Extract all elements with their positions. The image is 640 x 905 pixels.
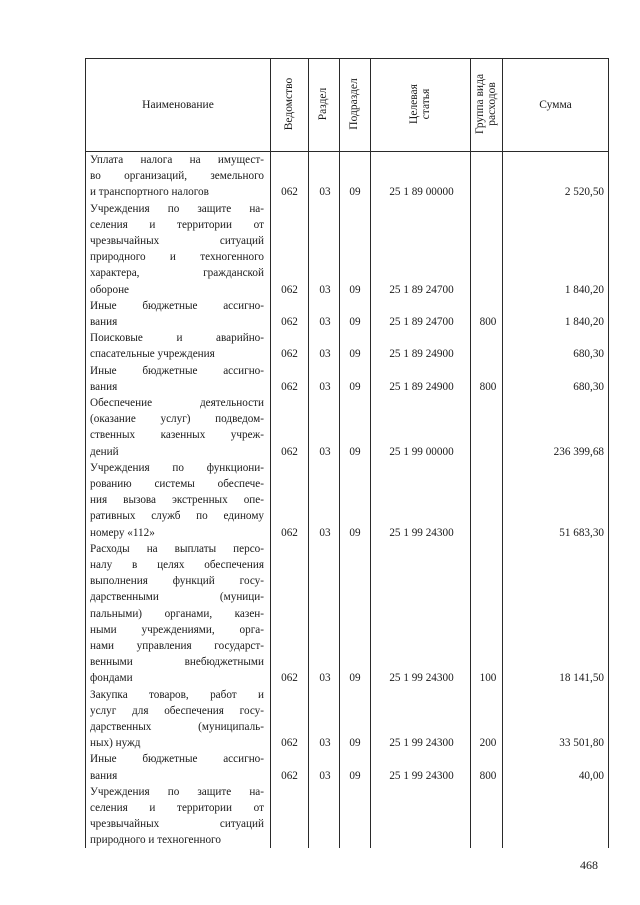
row-name-line: ния вызова экстренных опе- [90, 494, 264, 507]
row-podrazdel: 09 [349, 348, 361, 361]
row-name-line: ственных казенных учреж- [90, 429, 264, 442]
row-summa: 18 141,50 [559, 672, 604, 685]
row-name-line: чрезвычайных ситуаций [90, 818, 264, 831]
row-name-line: Иные бюджетные ассигно- [90, 364, 264, 377]
row-razdel: 03 [319, 186, 331, 199]
row-podrazdel: 09 [349, 737, 361, 750]
row-celevaya-statya: 25 1 99 24300 [389, 526, 454, 539]
row-name [90, 363, 264, 395]
row-name-line: Иные бюджетные ассигно- [90, 753, 264, 766]
row-name-line: Учреждения по функциони- [90, 461, 264, 474]
row-name [90, 201, 264, 298]
row-podrazdel: 09 [349, 283, 361, 296]
row-name-line: Уплата налога на имущест- [90, 154, 264, 166]
row-gruppa: 200 [479, 737, 497, 750]
row-name-line: Расходы на выплаты персо- [90, 542, 264, 555]
row-podrazdel: 09 [349, 380, 361, 393]
row-summa: 51 683,30 [559, 526, 604, 539]
row-podrazdel: 09 [349, 769, 361, 782]
row-name-line: вания [90, 316, 118, 328]
row-name [90, 395, 264, 460]
row-razdel: 03 [319, 445, 331, 458]
row-name-line: чрезвычайных ситуаций [90, 235, 264, 247]
row-razdel: 03 [319, 737, 331, 750]
header-razdel: Раздел [317, 87, 329, 121]
row-celevaya-statya: 25 1 89 24700 [389, 316, 454, 328]
row-name-line: фондами [90, 672, 133, 685]
row-name-line: во организаций, земельного [90, 170, 264, 183]
row-podrazdel: 09 [349, 445, 361, 458]
row-name [90, 751, 264, 783]
row-vedomstvo: 062 [281, 526, 298, 539]
row-podrazdel: 09 [349, 316, 361, 328]
header-celevaya-statya: Целевая статья [408, 84, 432, 124]
col-divider-ved [308, 58, 309, 848]
row-name-line: вания [90, 769, 118, 782]
row-gruppa: 100 [479, 672, 497, 685]
row-name [90, 460, 264, 541]
row-summa: 680,30 [573, 348, 604, 361]
row-name-line: селения и территории от [90, 802, 264, 814]
header-vedomstvo: Ведомство [283, 77, 295, 131]
row-name-line: (оказание услуг) подведом- [90, 413, 264, 426]
row-name-line: венными внебюджетными [90, 656, 264, 669]
row-name-line: номеру «112» [90, 526, 155, 539]
row-podrazdel: 09 [349, 672, 361, 685]
row-name-line: пальными) органами, казен- [90, 607, 264, 620]
row-razdel: 03 [319, 380, 331, 393]
table-right-border [608, 58, 609, 848]
row-name-line: Обеспечение деятельности [90, 397, 264, 409]
row-vedomstvo: 062 [281, 186, 298, 199]
row-summa: 236 399,68 [553, 445, 604, 458]
row-vedomstvo: 062 [281, 769, 298, 782]
row-razdel: 03 [319, 526, 331, 539]
row-name [90, 541, 264, 687]
row-summa: 1 840,20 [564, 283, 604, 296]
row-summa: 2 520,50 [564, 186, 604, 199]
row-name-line: дарственных (муниципаль- [90, 721, 264, 733]
row-name-line: характера, гражданской [90, 267, 264, 280]
row-name [90, 687, 264, 752]
row-gruppa: 800 [479, 769, 497, 782]
row-celevaya-statya: 25 1 99 00000 [389, 445, 454, 458]
row-celevaya-statya: 25 1 99 24300 [389, 737, 454, 750]
row-celevaya-statya: 25 1 89 24900 [389, 380, 454, 393]
row-name-line: Поисковые и аварийно- [90, 332, 264, 345]
table-left-border [85, 58, 86, 848]
row-name-line: ративных служб по единому [90, 510, 264, 523]
row-celevaya-statya: 25 1 89 24900 [389, 348, 454, 361]
row-name-line: спасательные учреждения [90, 348, 215, 361]
row-vedomstvo: 062 [281, 445, 298, 458]
row-celevaya-statya: 25 1 89 24700 [389, 283, 454, 296]
row-name-line: дений [90, 445, 119, 458]
page-number: 468 [580, 858, 598, 872]
row-name-line: Учреждения по защите на- [90, 785, 264, 798]
row-razdel: 03 [319, 672, 331, 685]
row-vedomstvo: 062 [281, 380, 298, 393]
row-name-line: нами управления государст- [90, 640, 264, 653]
row-name-line: вания [90, 380, 118, 393]
row-razdel: 03 [319, 316, 331, 328]
table-top-border [85, 58, 609, 59]
row-name-line: ных) нужд [90, 737, 141, 750]
row-name-line: и транспортного налогов [90, 186, 209, 199]
row-name-line: услуг для обеспечения госу- [90, 704, 264, 717]
header-summa: Сумма [539, 99, 572, 111]
row-name-line: обороне [90, 283, 130, 296]
row-vedomstvo: 062 [281, 283, 298, 296]
header-gruppa-vida-rashodov: Группа вида расходов [474, 73, 498, 135]
row-name-line: Учреждения по защите на- [90, 202, 264, 215]
row-name [90, 152, 264, 201]
row-gruppa: 800 [479, 380, 497, 393]
row-summa: 1 840,20 [564, 316, 604, 328]
row-razdel: 03 [319, 348, 331, 361]
row-podrazdel: 09 [349, 526, 361, 539]
row-name [90, 330, 264, 362]
row-celevaya-statya: 25 1 99 24300 [389, 672, 454, 685]
row-name-line: Иные бюджетные ассигно- [90, 299, 264, 312]
row-name-line: природного и техногенного [90, 834, 221, 847]
row-name-line: природного и техногенного [90, 251, 264, 264]
row-vedomstvo: 062 [281, 672, 298, 685]
row-name-line: дарственными (муници- [90, 591, 264, 604]
row-podrazdel: 09 [349, 186, 361, 199]
row-gruppa: 800 [479, 316, 497, 328]
row-summa: 33 501,80 [559, 737, 604, 750]
row-name-line: ными учреждениями, орга- [90, 623, 264, 636]
row-vedomstvo: 062 [281, 737, 298, 750]
row-celevaya-statya: 25 1 89 00000 [389, 186, 454, 199]
row-razdel: 03 [319, 283, 331, 296]
header-podrazdel: Подраздел [348, 78, 360, 130]
row-summa: 680,30 [573, 380, 604, 393]
row-celevaya-statya: 25 1 99 24300 [389, 769, 454, 782]
row-name [90, 784, 264, 849]
row-name-line: рованию системы обеспече- [90, 478, 264, 490]
row-razdel: 03 [319, 769, 331, 782]
row-vedomstvo: 062 [281, 348, 298, 361]
row-name-line: Закупка товаров, работ и [90, 688, 264, 701]
row-summa: 40,00 [578, 769, 604, 782]
row-vedomstvo: 062 [281, 316, 298, 328]
row-name [90, 298, 264, 330]
row-name-line: выполнения функций госу- [90, 575, 264, 588]
header-name: Наименование [142, 99, 214, 111]
row-name-line: налу в целях обеспечения [90, 559, 264, 571]
row-name-line: селения и территории от [90, 218, 264, 231]
